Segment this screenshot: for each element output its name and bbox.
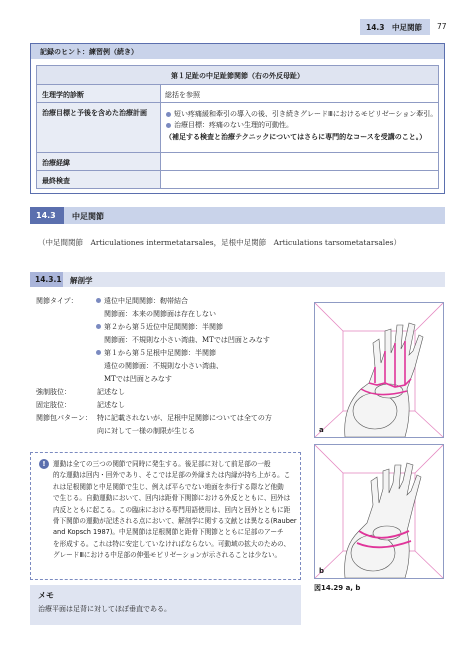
info-line: 内反とともに起こる。この臨床における専門用語使用は、回内と回外とともに距	[53, 505, 291, 514]
section-number: 14.3	[30, 207, 64, 224]
info-line: グレードⅢにおける中足部の伸張モビリゼーションが示されることは少ない。	[53, 551, 282, 560]
info-line: を形成する。これは特に安定していなければならない。可動域の拡大のための、	[53, 539, 291, 548]
capsule-pattern-value: 特に記載されないが、足根中足関節については全ての方	[97, 414, 272, 422]
anatomy-item: MTでは凹面とみなす	[104, 375, 172, 383]
table-row	[36, 103, 439, 153]
page-number: 77	[437, 22, 447, 31]
bullet-text: 治療目標：疼痛のない生理的可動性。	[174, 121, 293, 129]
course-note: （補足する検査と治療テクニックについてはさらに専門的なコースを受講のこと。）	[165, 133, 427, 141]
section-title: 中足関節	[72, 212, 104, 221]
joint-type-label: 関節タイプ：	[36, 297, 78, 305]
exclamation-icon: !	[39, 459, 49, 469]
table-title	[36, 65, 439, 85]
bullet-icon	[96, 298, 101, 303]
bullet-icon	[96, 350, 101, 355]
strong-position-label: 強制肢位：	[36, 388, 71, 396]
info-box	[30, 452, 301, 580]
memo-box	[30, 585, 301, 625]
info-line: 骨下関節の運動が記述される点において、解剖学に関する文献とは異なる(Rauber	[53, 517, 297, 526]
row-label: 治療目標と予後を含めた治療計画	[42, 109, 147, 117]
bullet-icon	[166, 123, 171, 128]
info-line: and Kopsch 1987)。中足関節は足根関節と距骨下関節とともに足部のアーチ	[53, 528, 284, 537]
capsule-pattern-label: 関節包パターン：	[36, 414, 92, 422]
section-subtitle: （中足間関節 Articulationes intermetatarsales，足根中足関節 Articulations tarsometatarsales）	[38, 238, 401, 247]
bullet-item	[165, 109, 437, 120]
fixed-position-label: 固定肢位：	[36, 401, 71, 409]
figure-label-a: a	[319, 426, 324, 434]
subsection-number: 14.3.1	[30, 272, 63, 287]
bullet-icon	[166, 112, 171, 117]
table-title-text: 第１足趾の中足趾節関節（右の外反母趾）	[171, 72, 304, 80]
memo-title: メモ	[38, 591, 54, 600]
figure-b	[314, 444, 444, 579]
info-line: で生じる。自動運動において、回内は距骨下関節における外反とともに、回外は	[53, 494, 291, 503]
figure-label-b: b	[319, 567, 325, 575]
table-row	[36, 153, 439, 171]
row-label: 最終検査	[42, 177, 70, 185]
anatomy-item: 遠位中足間関節：靭帯結合	[96, 295, 188, 308]
foot-skeleton-illustration-a	[315, 303, 443, 437]
figure-a	[314, 302, 444, 438]
strong-position-value: 記述なし	[97, 388, 125, 396]
anatomy-item: 関節面：本来の関節面は存在しない	[104, 310, 216, 318]
capsule-pattern-value: 向に対して一様の制限が生じる	[97, 427, 195, 435]
anatomy-item: 遠位の関節面：不規則な小さい湾曲、	[104, 362, 223, 370]
bullet-text: 短い疼痛緩和牽引の導入の後、引き続きグレードⅢにおけるモビリゼーション牽引。	[174, 110, 438, 118]
fixed-position-value: 記述なし	[97, 401, 125, 409]
info-line: 的な運動は回内・回外であり、そこでは足部の外縁または内縁が持ち上がる。こ	[53, 471, 291, 480]
anatomy-item: 関節面：不規則な小さい湾曲、MTでは凹面とみなす	[104, 336, 270, 344]
row-label: 治療経緯	[42, 159, 70, 167]
running-header	[360, 19, 470, 35]
row-label: 生理学的診断	[42, 91, 84, 99]
box-title-bar	[31, 44, 444, 59]
foot-skeleton-illustration-b	[315, 445, 443, 578]
table-row	[36, 171, 439, 189]
bullet-icon	[96, 324, 101, 329]
row-value: 総括を参照	[165, 91, 200, 99]
info-line: 運動は全ての三つの関節で同時に発生する。後足部に対して前足部の一般	[53, 460, 271, 468]
bullet-item	[165, 120, 437, 131]
anatomy-item: 第２から第５近位中足間関節：半関節	[96, 321, 223, 334]
box-title: 記録のヒント：練習例（続き）	[40, 48, 138, 56]
header-section: 14.3 中足関節	[366, 23, 423, 32]
memo-text: 治療平面は足背に対してほぼ垂直である。	[38, 605, 171, 613]
table-row	[36, 85, 439, 103]
figure-caption: 図14.29 a, b	[314, 584, 361, 592]
subsection-title: 解剖学	[70, 276, 93, 285]
anatomy-item: 第１から第５足根中足関節：半関節	[96, 347, 216, 360]
info-text	[53, 459, 297, 562]
info-line: れは足根関節と中足関節で生じ、例えば平らでない地面を歩行する際など他動	[53, 482, 284, 491]
